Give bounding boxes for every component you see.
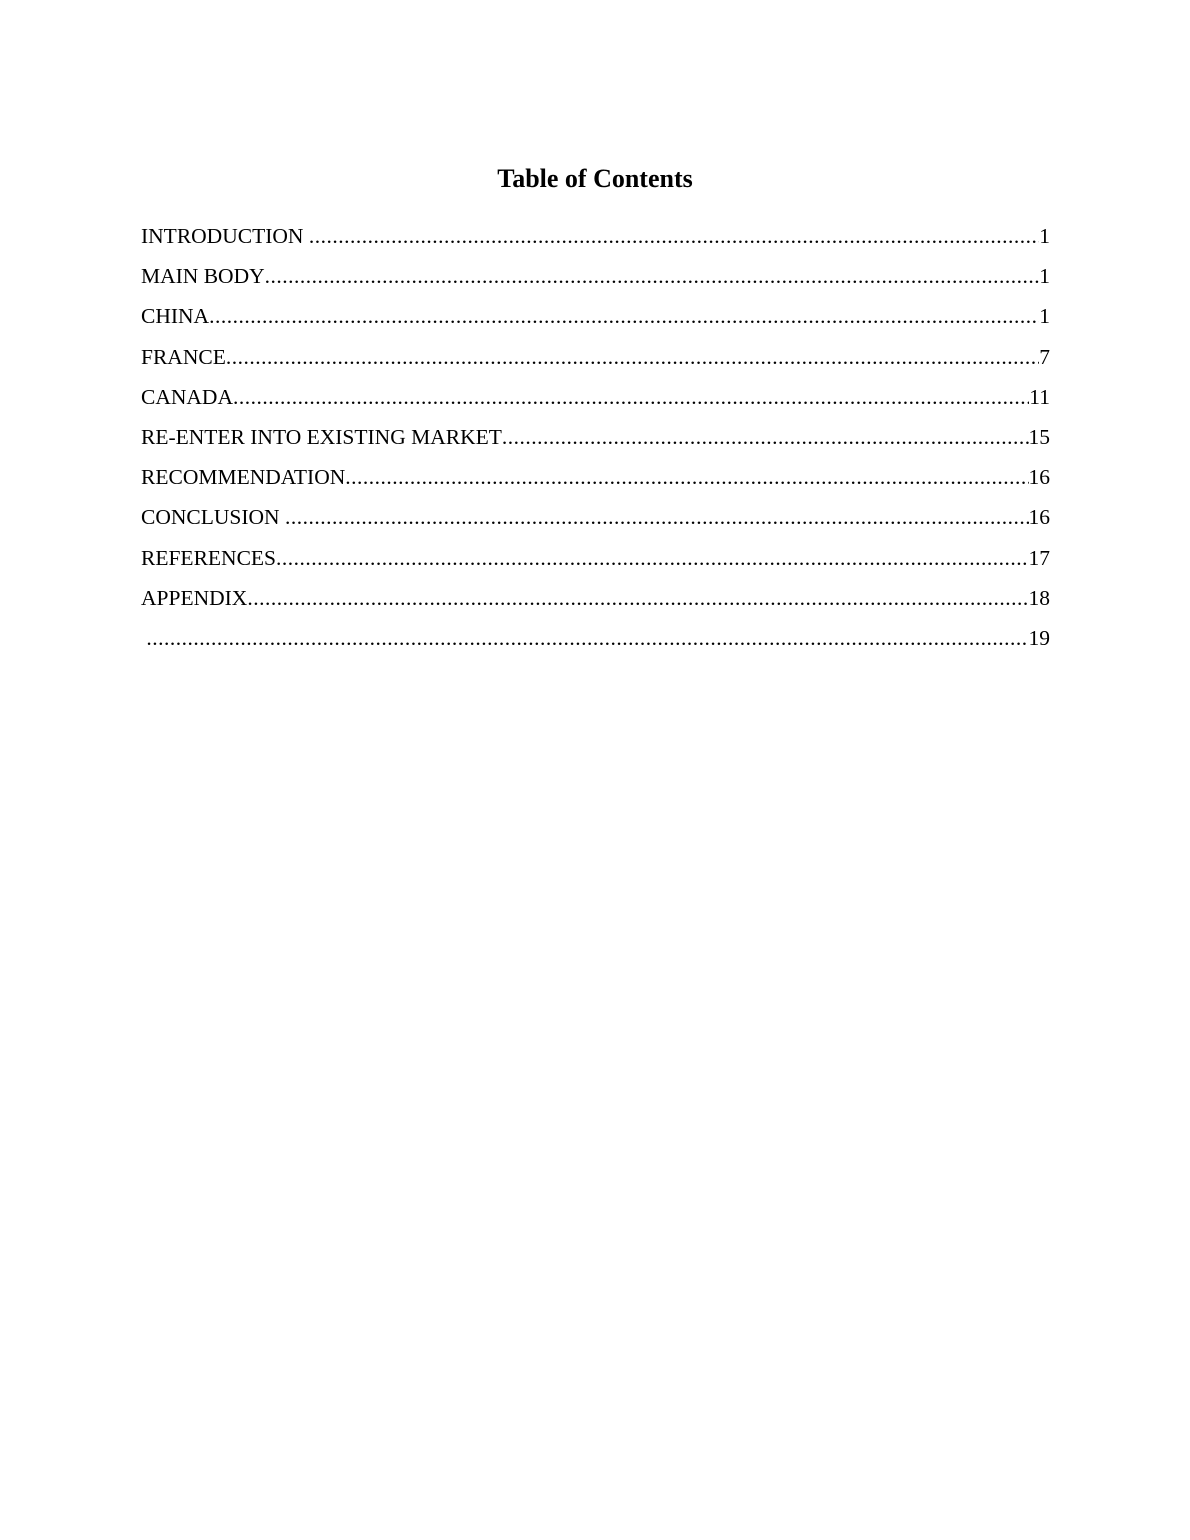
- toc-entry-label: RECOMMENDATION: [141, 465, 346, 490]
- toc-entry-references[interactable]: [141, 540, 1050, 580]
- toc-entry-page: 1: [1039, 264, 1050, 289]
- toc-entry-page: 19: [1028, 625, 1050, 650]
- toc-entry-appendix[interactable]: [141, 580, 1050, 620]
- toc-entry-page: 7: [1039, 344, 1050, 369]
- toc-entry-label: RE-ENTER INTO EXISTING MARKET: [141, 424, 502, 449]
- toc-entry-page: 1: [1039, 224, 1050, 248]
- toc-entry-page: 16: [1028, 505, 1050, 530]
- toc-entry-label: CONCLUSION: [141, 505, 285, 530]
- toc-dot-leader: [276, 540, 1029, 576]
- toc-entry-page: 1: [1039, 304, 1050, 329]
- toc-entry-conclusion[interactable]: [141, 499, 1050, 539]
- toc-dot-leader: [345, 459, 1028, 495]
- toc-dot-leader: [146, 620, 1028, 656]
- toc-entry-page: 11: [1029, 384, 1050, 409]
- toc-entry-page: 17: [1028, 545, 1050, 570]
- toc-entry-label: INTRODUCTION: [141, 224, 309, 248]
- toc-entry-france[interactable]: [141, 339, 1050, 379]
- toc-dot-leader: [209, 298, 1039, 334]
- toc-list: [141, 218, 1050, 660]
- toc-entry-page: 16: [1028, 465, 1050, 490]
- toc-entry-untitled[interactable]: [141, 620, 1050, 660]
- toc-dot-leader: [265, 258, 1040, 294]
- toc-entry-main-body[interactable]: [141, 258, 1050, 298]
- toc-entry-introduction[interactable]: [141, 218, 1050, 258]
- toc-dot-leader: [285, 499, 1029, 535]
- toc-dot-leader: [226, 339, 1039, 375]
- toc-entry-page: 18: [1028, 585, 1050, 610]
- toc-entry-label: MAIN BODY: [141, 264, 265, 289]
- toc-entry-re-enter-market[interactable]: [141, 419, 1050, 459]
- toc-title: Table of Contents: [497, 164, 693, 193]
- toc-dot-leader: [309, 218, 1039, 254]
- toc-entry-label: CANADA: [141, 384, 233, 409]
- toc-entry-label: FRANCE: [141, 344, 226, 369]
- toc-dot-leader: [233, 379, 1029, 415]
- toc-entry-page: 15: [1028, 424, 1050, 449]
- toc-dot-leader: [502, 419, 1029, 455]
- toc-entry-canada[interactable]: [141, 379, 1050, 419]
- toc-entry-label: REFERENCES: [141, 545, 276, 570]
- toc-dot-leader: [247, 580, 1028, 616]
- toc-entry-label: CHINA: [141, 304, 210, 329]
- toc-entry-label: APPENDIX: [141, 585, 248, 610]
- toc-entry-china[interactable]: [141, 298, 1050, 338]
- toc-entry-recommendation[interactable]: [141, 459, 1050, 499]
